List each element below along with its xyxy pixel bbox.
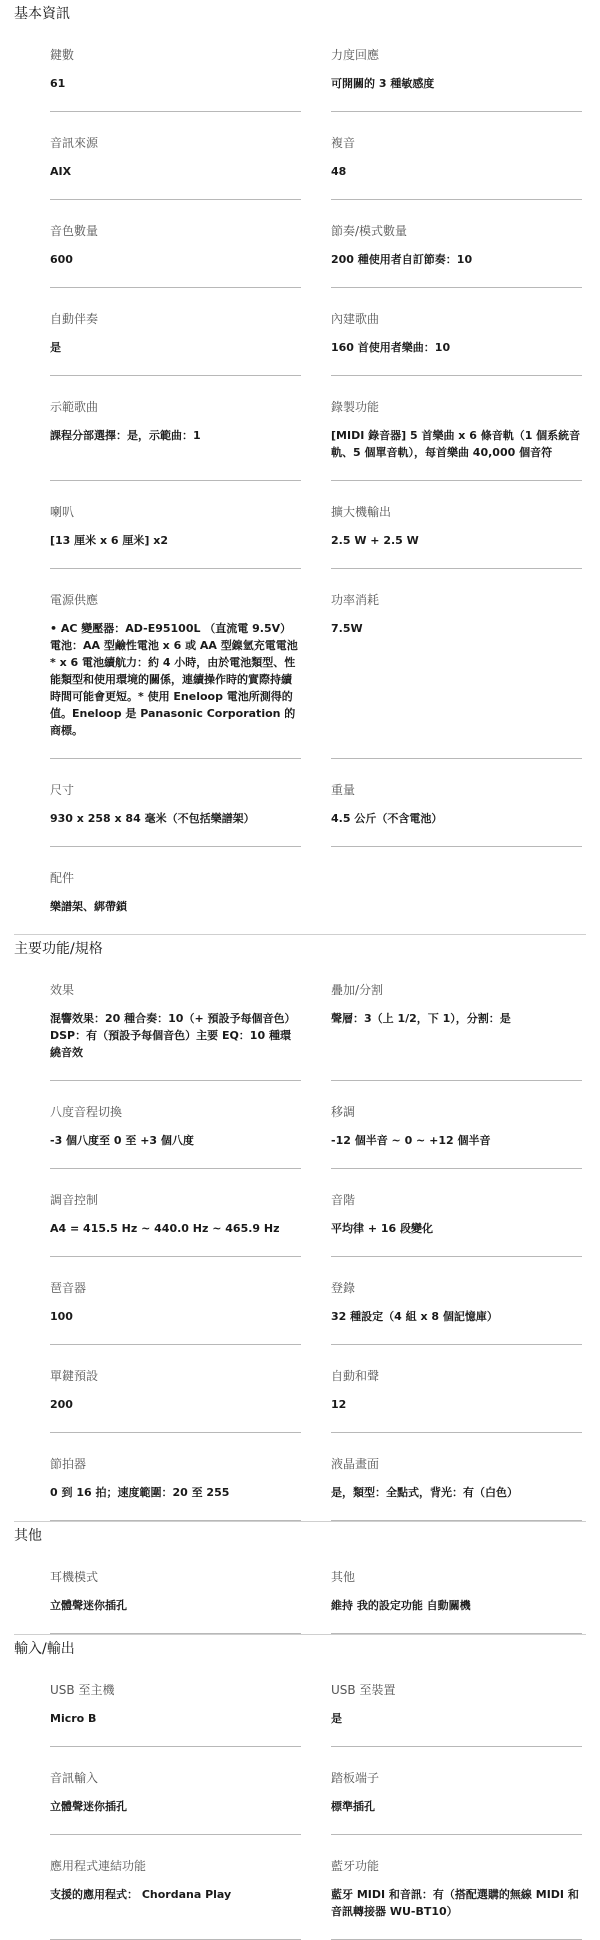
spec-value: -3 個八度至 0 至 +3 個八度 [50,1134,194,1147]
spec-item [50,24,301,112]
spec-value: 61 [50,77,66,90]
spec-label: 節奏/模式數量 [331,224,408,238]
spec-value: Micro B [50,1712,97,1725]
spec-item [331,1659,582,1747]
spec-item [50,200,301,288]
spec-value: 維持 我的設定功能 自動關機 [331,1599,471,1612]
spec-label: 耳機模式 [50,1570,99,1584]
spec-item [331,288,582,376]
spec-grid [0,1659,600,1940]
spec-section [0,1635,600,1940]
spec-value: 7.5W [331,622,363,635]
spec-label: 重量 [331,783,356,797]
spec-item [50,112,301,200]
spec-label: 力度回應 [331,48,380,62]
spec-item [50,569,301,759]
spec-grid [0,1546,600,1634]
spec-item [50,1345,301,1433]
spec-item [50,759,301,847]
spec-item [50,1257,301,1345]
spec-item [50,1659,301,1747]
spec-item [331,1081,582,1169]
spec-item [331,1835,582,1940]
spec-value: 是 [50,341,61,354]
spec-value: 48 [331,165,347,178]
spec-label: 八度音程切換 [50,1105,123,1119]
spec-label: 示範歌曲 [50,400,99,414]
spec-value: 支援的應用程式： Chordana Play [50,1888,232,1901]
spec-value: AIX [50,165,72,178]
spec-item [50,847,301,934]
spec-value: 是 [331,1712,342,1725]
spec-section [0,935,600,1521]
spec-value: 混響效果：20 種合奏：10（+ 預設予每個音色）DSP：有（預設予每個音色）主要 EQ：10 種環繞音效 [50,1012,296,1059]
section-title: 基本資訊 [14,6,70,22]
spec-value: 樂譜架、綁帶鎖 [50,900,127,913]
spec-value: 600 [50,253,73,266]
spec-value: 是，類型：全點式，背光：有（白色） [331,1486,518,1499]
spec-item [331,24,582,112]
spec-label: 自動伴奏 [50,312,99,326]
spec-value: 100 [50,1310,73,1323]
spec-value: 32 種設定（4 組 x 8 個記憶庫） [331,1310,498,1323]
spec-item [50,1747,301,1835]
spec-label: USB 至主機 [50,1683,115,1697]
spec-label: 應用程式連結功能 [50,1859,147,1873]
spec-label: 效果 [50,983,75,997]
spec-value: 4.5 公斤（不含電池） [331,812,443,825]
spec-label: 移調 [331,1105,356,1119]
spec-item [331,200,582,288]
section-title: 其他 [14,1528,42,1544]
spec-label: 節拍器 [50,1457,87,1471]
spec-item [50,481,301,569]
spec-item [50,288,301,376]
spec-value: 標準插孔 [331,1800,375,1813]
spec-value: 200 種使用者自訂節奏：10 [331,253,473,266]
section-title: 主要功能/規格 [14,941,103,957]
spec-value: 藍牙 MIDI 和音訊：有（搭配選購的無線 MIDI 和音訊轉接器 WU-BT10） [331,1888,579,1918]
spec-label: 疊加/分割 [331,983,384,997]
spec-value: 160 首使用者樂曲：10 [331,341,451,354]
spec-item [50,1546,301,1634]
spec-value: [MIDI 錄音器] 5 首樂曲 x 6 條音軌（1 個系統音軌、5 個單音軌），每首樂曲 40,000 個音符 [331,429,581,459]
spec-section [0,1522,600,1634]
spec-label: 液晶畫面 [331,1457,380,1471]
spec-label: 擴大機輸出 [331,505,392,519]
spec-label: 音訊來源 [50,136,99,150]
spec-section [0,0,600,934]
spec-value: 平均律 + 16 段變化 [331,1222,434,1235]
spec-label: 其他 [331,1570,356,1584]
spec-label: 登錄 [331,1281,356,1295]
spec-item [331,569,582,759]
spec-item [50,1169,301,1257]
spec-value: [13 厘米 x 6 厘米] x2 [50,534,169,547]
spec-item [331,1433,582,1521]
spec-label: 藍牙功能 [331,1859,380,1873]
spec-label: 複音 [331,136,356,150]
spec-item [50,376,301,481]
spec-item [331,376,582,481]
spec-value: 立體聲迷你插孔 [50,1599,127,1612]
spec-value: 可開關的 3 種敏感度 [331,77,435,90]
spec-value: 12 [331,1398,347,1411]
spec-value: 200 [50,1398,73,1411]
spec-item [331,1345,582,1433]
spec-item [331,959,582,1081]
spec-label: 自動和聲 [331,1369,380,1383]
spec-item [331,1169,582,1257]
spec-label: 鍵數 [50,48,75,62]
spec-value: 930 x 258 x 84 毫米（不包括樂譜架） [50,812,255,825]
spec-value: -12 個半音 ~ 0 ~ +12 個半音 [331,1134,491,1147]
spec-value: • AC 變壓器：AD-E95100L （直流電 9.5V）電池：AA 型鹼性電池 x 6 或 AA 型鎳氫充電電池 * x 6 電池續航力：約 4 小時，由於電池類型、性能類型和使用環境的關係，連續操作時的實際持續時間可能會更短。* 使用 Eneloop 電池所測得的值。Eneloop 是 Panasonic Corporation 的商標。 [50,622,298,737]
spec-value: A4 = 415.5 Hz ~ 440.0 Hz ~ 465.9 Hz [50,1222,280,1235]
spec-item [50,1081,301,1169]
spec-grid [0,959,600,1521]
spec-label: 踏板端子 [331,1771,380,1785]
spec-label: 尺寸 [50,783,75,797]
section-title: 輸入/輸出 [14,1641,75,1657]
spec-label: 電源供應 [50,593,99,607]
spec-value: 2.5 W + 2.5 W [331,534,419,547]
spec-grid [0,24,600,934]
spec-label: 音階 [331,1193,356,1207]
spec-label: 單鍵預設 [50,1369,99,1383]
spec-label: 調音控制 [50,1193,99,1207]
spec-label: 錄製功能 [331,400,380,414]
spec-label: 琶音器 [50,1281,87,1295]
spec-item [331,481,582,569]
spec-label: 音訊輸入 [50,1771,99,1785]
spec-item [331,759,582,847]
spec-item [331,112,582,200]
spec-value: 立體聲迷你插孔 [50,1800,127,1813]
spec-item [50,959,301,1081]
spec-label: 配件 [50,871,75,885]
spec-label: 內建歌曲 [331,312,380,326]
spec-item [331,1747,582,1835]
spec-item [331,1546,582,1634]
spec-item [50,1835,301,1940]
spec-label: 喇叭 [50,505,75,519]
spec-value: 課程分部選擇：是，示範曲：1 [50,429,201,442]
spec-item [50,1433,301,1521]
spec-value: 0 到 16 拍；速度範圍：20 至 255 [50,1486,230,1499]
spec-label: 功率消耗 [331,593,380,607]
spec-value: 聲層：3（上 1/2，下 1），分割：是 [331,1012,511,1025]
spec-label: 音色數量 [50,224,99,238]
spec-item [331,1257,582,1345]
spec-label: USB 至裝置 [331,1683,396,1697]
